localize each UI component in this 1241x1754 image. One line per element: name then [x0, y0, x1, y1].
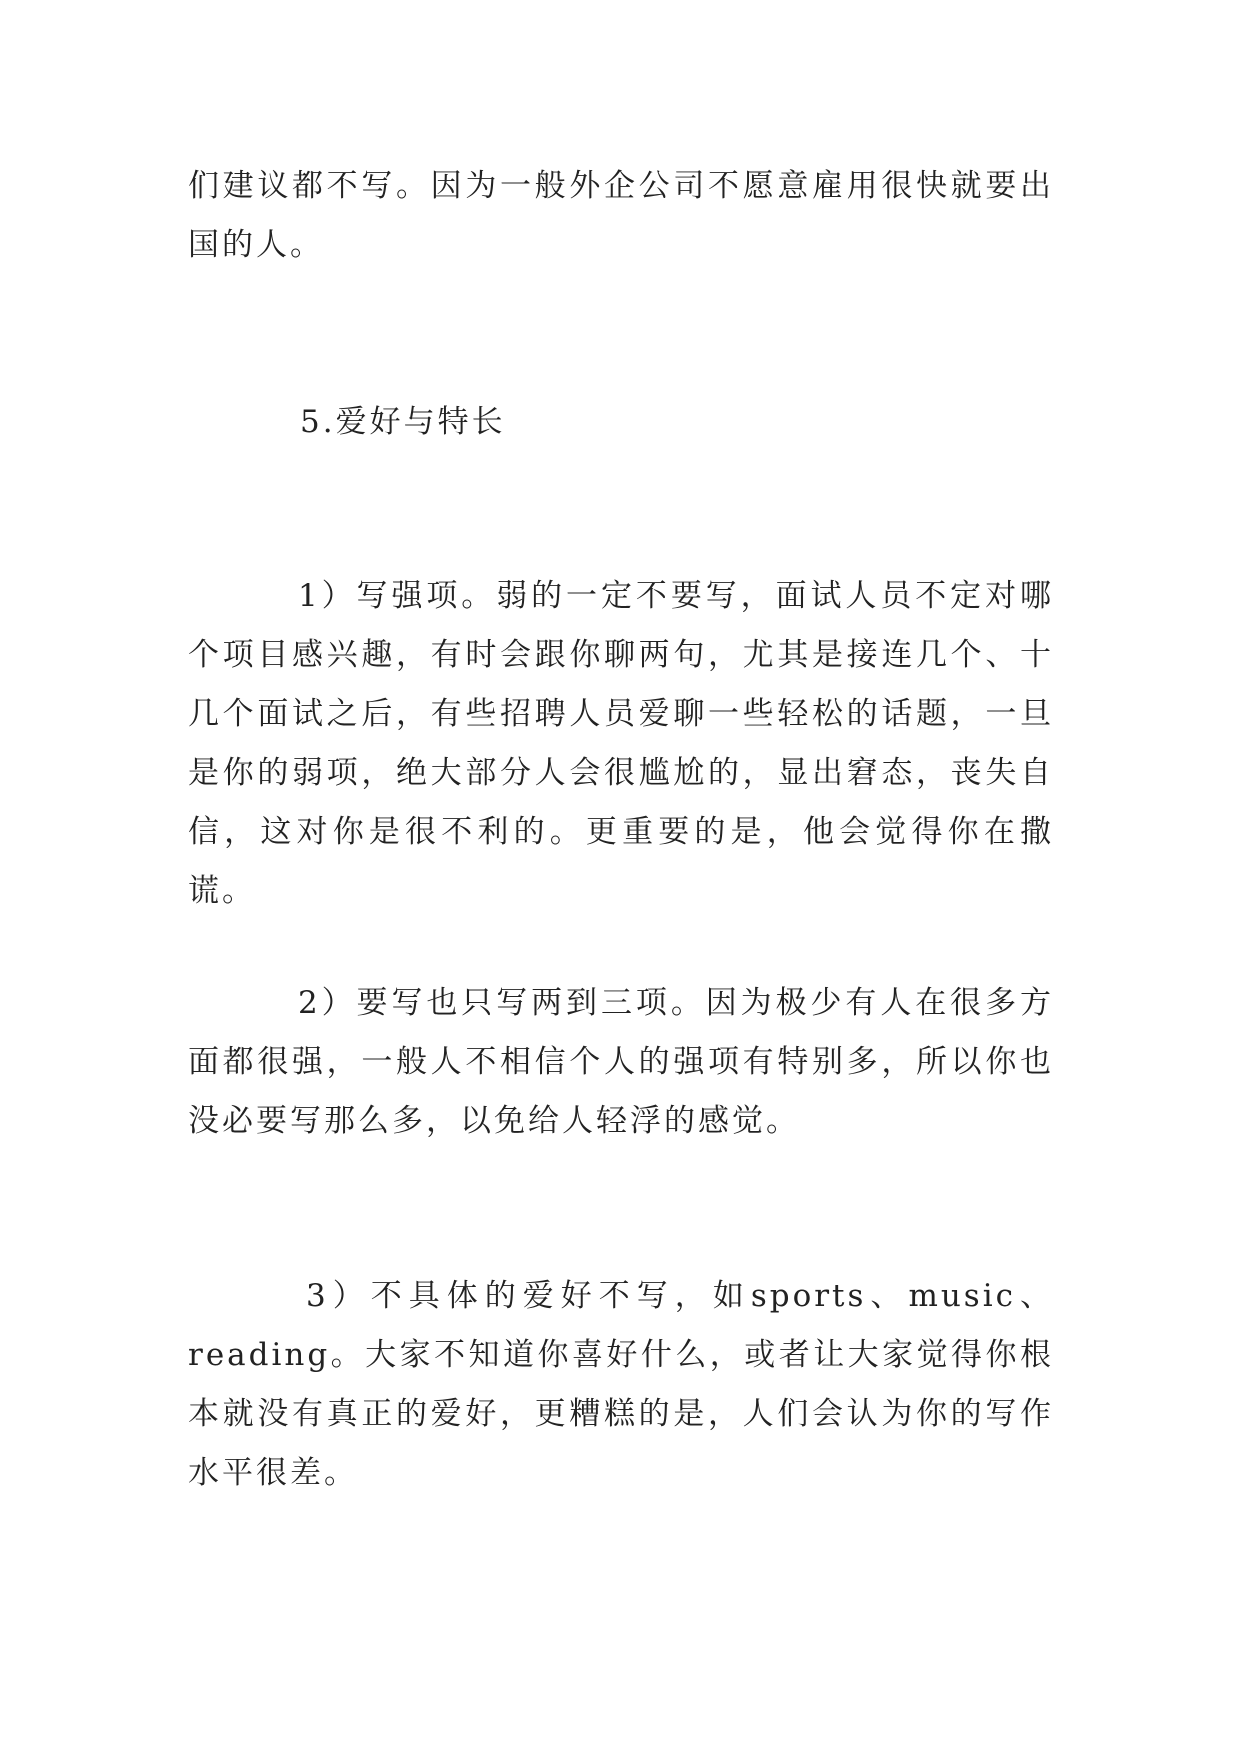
continued-paragraph: 们建议都不写。因为一般外企公司不愿意雇用很快就要出国的人。: [188, 168, 1054, 263]
section-heading: 5.爱好与特长: [300, 404, 506, 440]
paragraph-strengths: 1）写强项。弱的一定不要写，面试人员不定对哪个项目感兴趣，有时会跟你聊两句，尤其是接连几个、十几个面试之后，有些招聘人员爱聊一些轻松的话题，一旦是你的弱项，绝大部分人会很尴尬的，显出窘态，丧失自信，这对你是很不利的。更重要的是，他会觉得你在撒谎。: [188, 578, 1054, 909]
paragraph-two-to-three-items: 2）要写也只写两到三项。因为极少有人在很多方面都很强，一般人不相信个人的强项有特别多，所以你也没必要写那么多，以免给人轻浮的感觉。: [188, 985, 1054, 1139]
paragraph-specific-hobbies: 3）不具体的爱好不写，如sports、music、reading。大家不知道你喜好什么，或者让大家觉得你根本就没有真正的爱好，更糟糕的是，人们会认为你的写作水平很差。: [188, 1278, 1054, 1491]
